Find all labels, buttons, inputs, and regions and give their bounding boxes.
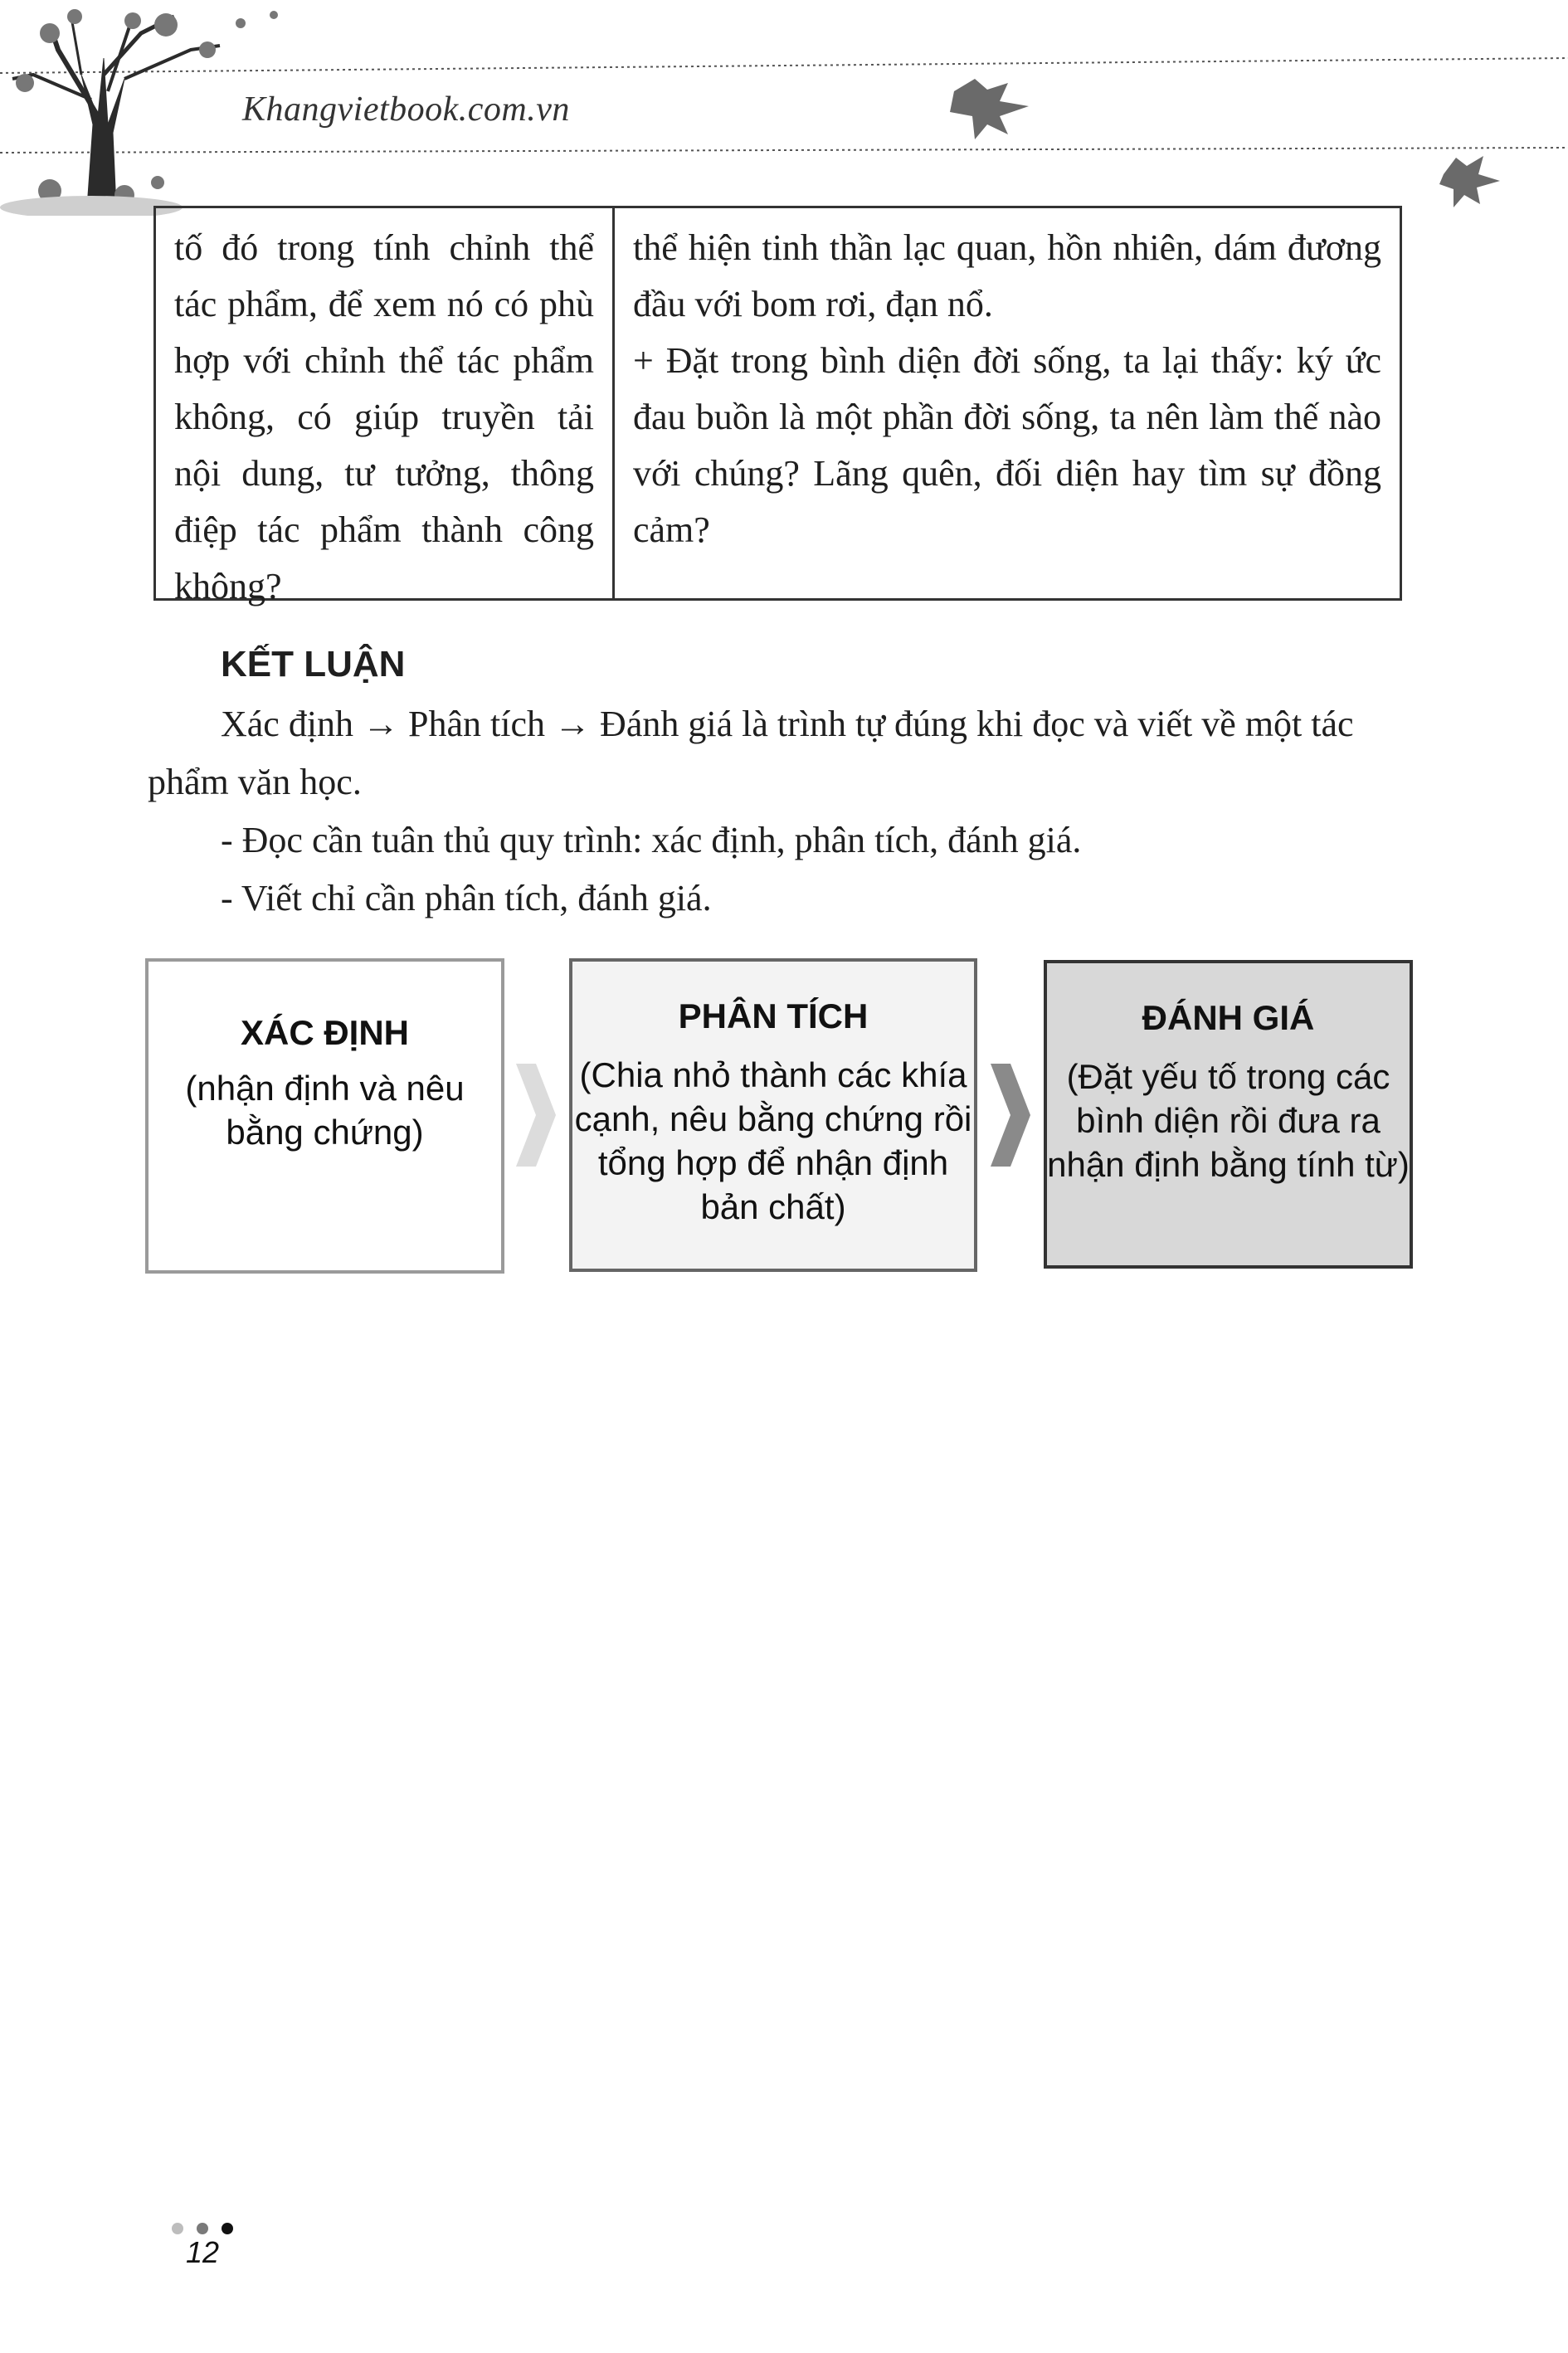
conclusion-bullet: - Đọc cần tuân thủ quy trình: xác định, phân tích, đánh giá. (221, 820, 1082, 860)
table-cell-text: + Đặt trong bình diện đời sống, ta lại thấy: ký ức đau buồn là một phần đời sống, ta nên làm thế nào với chúng? Lãng quên, đối diện hay tìm sự đồng cảm? (633, 340, 1381, 550)
conclusion-paragraph: Xác định → Phân tích → Đánh giá là trình tự đúng khi đọc và viết về một tác phẩm văn học. (148, 704, 1354, 802)
flow-box-desc: (Đặt yếu tố trong các bình diện rồi đưa ra nhận định bằng tính từ) (1047, 1057, 1410, 1184)
site-name: Khangvietbook.com.vn (242, 90, 570, 129)
page-dots-icon (171, 2222, 237, 2235)
conclusion-heading: KẾT LUẬN (221, 644, 406, 684)
arrow-right-icon (987, 1064, 1034, 1167)
flow-box-title: PHÂN TÍCH (678, 996, 869, 1035)
page-number: 12 (186, 2235, 220, 2269)
conclusion-bullet: - Viết chỉ cần phân tích, đánh giá. (221, 878, 712, 918)
flow-box-title: XÁC ĐỊNH (240, 1013, 409, 1052)
arrow-right-icon (513, 1064, 559, 1167)
table-cell-text: tố đó trong tính chỉnh thể tác phẩm, để xem nó có phù hợp với chỉnh thể tác phẩm không, có giúp truyền tải nội dung, tư tưởng, thông điệp tác phẩm thành công không? (174, 227, 594, 607)
flow-box-phan-tich (569, 958, 977, 1272)
conclusion-body (148, 695, 1384, 928)
table-cell-right (615, 208, 1400, 598)
flow-box-desc: (nhận định và nêu bằng chứng) (185, 1069, 465, 1152)
flow-box-title: ĐÁNH GIÁ (1142, 998, 1315, 1037)
content-table (153, 206, 1402, 607)
flow-box-xac-dinh (145, 958, 504, 1274)
flow-box-desc: (Chia nhỏ thành các khía cạnh, nêu bằng chứng rồi tổng hợp để nhận định bản chất) (574, 1055, 972, 1226)
page-header (0, 0, 1568, 216)
table-cell-left (156, 208, 615, 607)
header-ornament-icon (0, 0, 1568, 216)
flow-box-danh-gia (1044, 960, 1413, 1269)
table-cell-text: thể hiện tinh thần lạc quan, hồn nhiên, dám đương đầu với bom rơi, đạn nổ. (633, 227, 1381, 324)
